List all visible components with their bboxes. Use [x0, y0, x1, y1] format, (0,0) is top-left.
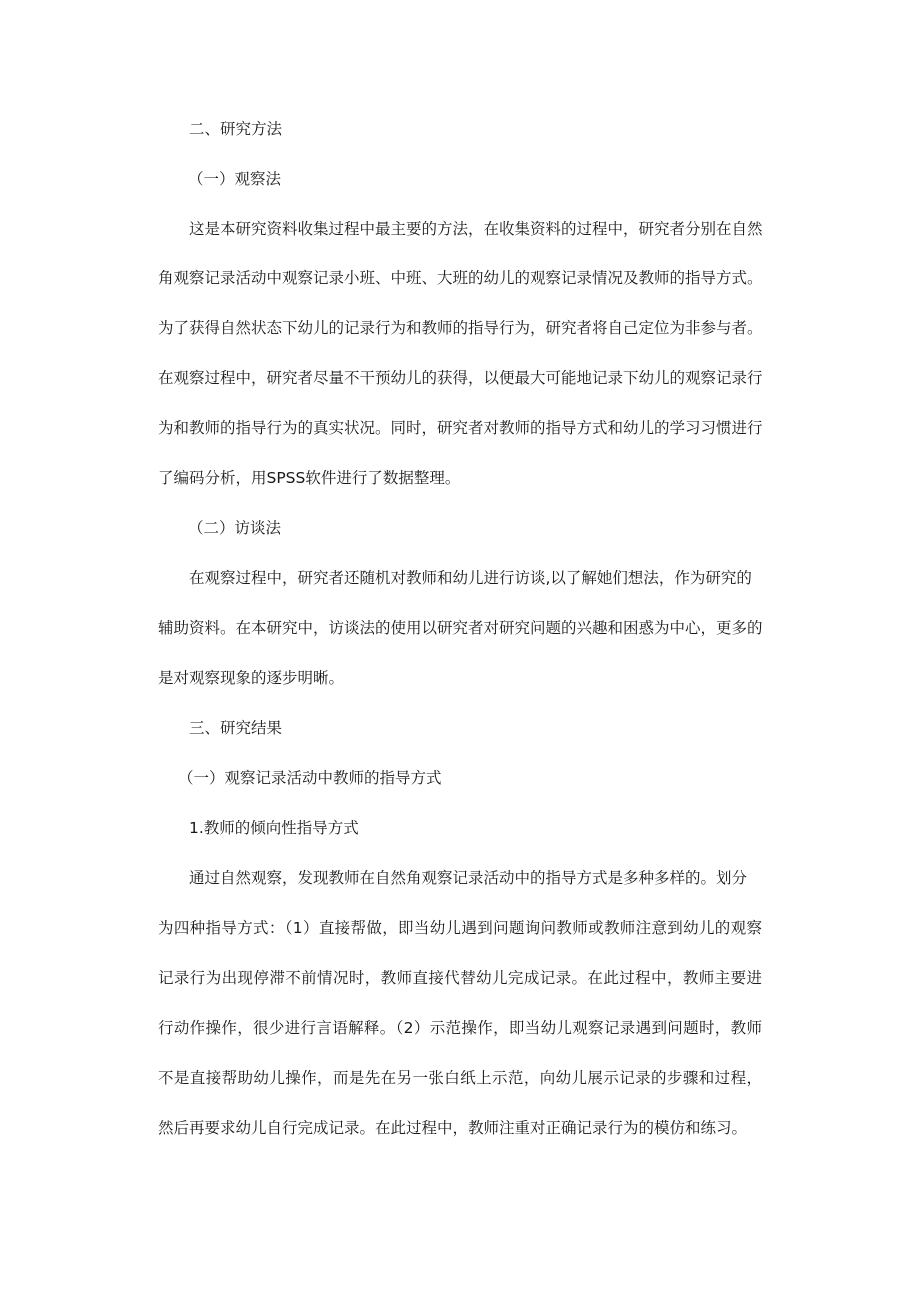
subsection-heading-observation: （一）观察法	[188, 170, 282, 188]
paragraph-line: 辅助资料。在本研究中，访谈法的使用以研究者对研究问题的兴趣和困惑为中心，更多的	[158, 619, 763, 637]
paragraph-line: 在观察过程中，研究者还随机对教师和幼儿进行访谈,以了解她们想法，作为研究的	[189, 569, 752, 587]
paragraph-line: 为和教师的指导行为的真实状况。同时，研究者对教师的指导方式和幼儿的学习习惯进行	[158, 419, 763, 437]
paragraph-line: 是对观察现象的逐步明晰。	[158, 669, 345, 687]
paragraph-line: 然后再要求幼儿自行完成记录。在此过程中，教师注重对正确记录行为的模仿和练习。	[158, 1119, 748, 1137]
paragraph-line: 角观察记录活动中观察记录小班、中班、大班的幼儿的观察记录情况及教师的指导方式。	[158, 269, 763, 287]
paragraph-line: 记录行为出现停滞不前情况时，教师直接代替幼儿完成记录。在此过程中，教师主要进	[158, 969, 762, 987]
subsection-heading-interview: （二）访谈法	[188, 519, 282, 537]
paragraph-line: 了编码分析，用SPSS软件进行了数据整理。	[158, 469, 461, 487]
paragraph-line: 在观察过程中，研究者尽量不干预幼儿的获得，以便最大可能地记录下幼儿的观察记录行	[158, 369, 763, 387]
section-heading-results: 三、研究结果	[189, 719, 283, 737]
section-heading-methods: 二、研究方法	[189, 120, 283, 138]
paragraph-line: 行动作操作，很少进行言语解释。（2）示范操作，即当幼儿观察记录遇到问题时，教师	[158, 1019, 762, 1037]
paragraph-line: 不是直接帮助幼儿操作，而是先在另一张白纸上示范，向幼儿展示记录的步骤和过程，	[158, 1069, 762, 1087]
paragraph-line: 通过自然观察，发现教师在自然角观察记录活动中的指导方式是多种多样的。划分	[189, 869, 748, 887]
paragraph-line: 为四种指导方式：（1）直接帮做，即当幼儿遇到问题询问教师或教师注意到幼儿的观察	[158, 919, 762, 937]
subsection-heading-guidance: （一）观察记录活动中教师的指导方式	[178, 769, 442, 787]
paragraph-line: 这是本研究资料收集过程中最主要的方法，在收集资料的过程中，研究者分别在自然	[189, 220, 763, 238]
paragraph-line: 为了获得自然状态下幼儿的记录行为和教师的指导行为，研究者将自己定位为非参与者。	[158, 319, 763, 337]
numbered-heading-item-1: 1.教师的倾向性指导方式	[189, 819, 359, 837]
